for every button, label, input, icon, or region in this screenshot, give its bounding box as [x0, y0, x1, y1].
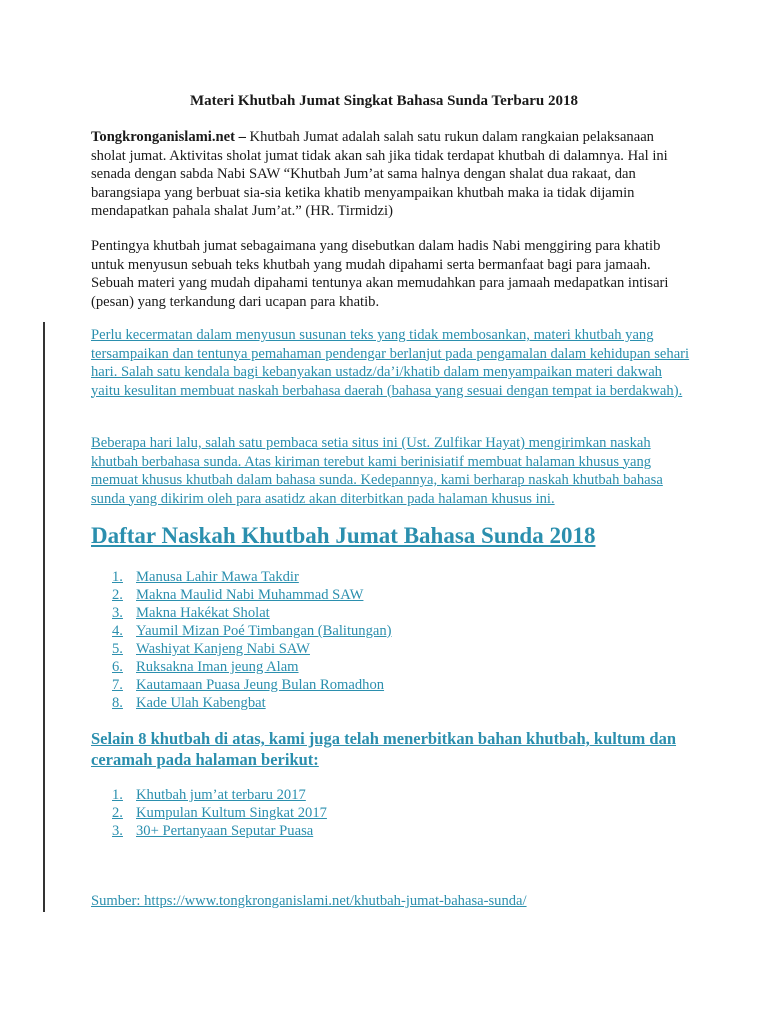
paragraph-2: Pentingya khutbah jumat sebagaimana yang disebutkan dalam hadis Nabi menggiring para khatib untuk menyusun sebuah teks khutbah yang mudah dipahami serta bermanfaat bagi para jamaah. Sebuah materi yang mudah dipahami tentunya akan memudahkan para jamaah medapatkan intisari (pesan) yang terkandung dari ucapan para khatib.: [91, 238, 669, 310]
list-item[interactable]: 7. Kautamaan Puasa Jeung Bulan Romadhon: [112, 677, 385, 693]
list-item[interactable]: 1. Khutbah jum’at terbaru 2017: [112, 787, 306, 803]
list-item[interactable]: 4. Yaumil Mizan Poé Timbangan (Balitungan): [112, 623, 392, 639]
list-item[interactable]: 3. 30+ Pertanyaan Seputar Puasa: [112, 823, 314, 839]
list-item[interactable]: 5. Washiyat Kanjeng Nabi SAW: [112, 641, 310, 657]
list-heading[interactable]: Daftar Naskah Khutbah Jumat Bahasa Sunda 2018: [91, 523, 596, 548]
site-name: Tongkronganislami.net –: [91, 129, 246, 145]
intro-text: Khutbah Jumat adalah salah satu rukun dalam rangkaian pelaksanaan sholat jumat. Aktivitas sholat jumat tidak akan sah jika tidak terdapat khutbah di dalamnya. Hal ini senada dengan sabda Nabi SAW “Khutbah Jum’at sama halnya dengan shalat dua rakaat, dan barangsiapa yang berbuat sia-sia ketika khatib menyampaikan khutbah maka ia tidak dijamin mendapatkan pahala shalat Jum’at.” (HR. Tirmidzi): [91, 129, 668, 219]
list-item[interactable]: 2. Kumpulan Kultum Singkat 2017: [112, 805, 327, 821]
khutbah-list: [112, 568, 392, 712]
document-title: Materi Khutbah Jumat Singkat Bahasa Sunda Terbaru 2018: [189, 93, 578, 109]
source-link[interactable]: Sumber: https://www.tongkronganislami.net/khutbah-jumat-bahasa-sunda/: [91, 893, 527, 909]
paragraph-3-link[interactable]: Perlu kecermatan dalam menyusun susunan teks yang tidak membosankan, materi khutbah yang tersampaikan dan tentunya pemahaman pendengar berlanjut pada pengamalan dalam kehidupan sehari hari. Salah satu kendala bagi kebanyakan ustadz/da’i/khatib dalam menyampaikan materi dakwah yaitu kesulitan membuat naskah berbahasa daerah (bahasa yang sesuai dengan tempat ia berdakwah).: [91, 327, 690, 399]
list-item[interactable]: 8. Kade Ulah Kabengbat: [112, 695, 266, 711]
more-links-list: [112, 786, 327, 840]
list-item[interactable]: 3. Makna Hakékat Sholat: [112, 605, 270, 621]
intro-paragraph: [91, 128, 691, 221]
list-item[interactable]: 2. Makna Maulid Nabi Muhammad SAW: [112, 587, 364, 603]
margin-line: [43, 322, 45, 912]
list-item[interactable]: 6. Ruksakna Iman jeung Alam: [112, 659, 299, 675]
sub-heading[interactable]: Selain 8 khutbah di atas, kami juga telah menerbitkan bahan khutbah, kultum dan ceramah pada halaman berikut:: [91, 729, 677, 769]
list-item[interactable]: 1. Manusa Lahir Mawa Takdir: [112, 569, 299, 585]
paragraph-4-link[interactable]: Beberapa hari lalu, salah satu pembaca setia situs ini (Ust. Zulfikar Hayat) mengirimkan naskah khutbah berbahasa sunda. Atas kiriman terebut kami berinisiatif membuat halaman khusus yang memuat khusus khutbah dalam bahasa sunda. Kedepannya, kami berharap naskah khutbah bahasa sunda yang dikirim oleh para asatidz akan diterbitkan pada halaman khusus ini.: [91, 435, 663, 507]
